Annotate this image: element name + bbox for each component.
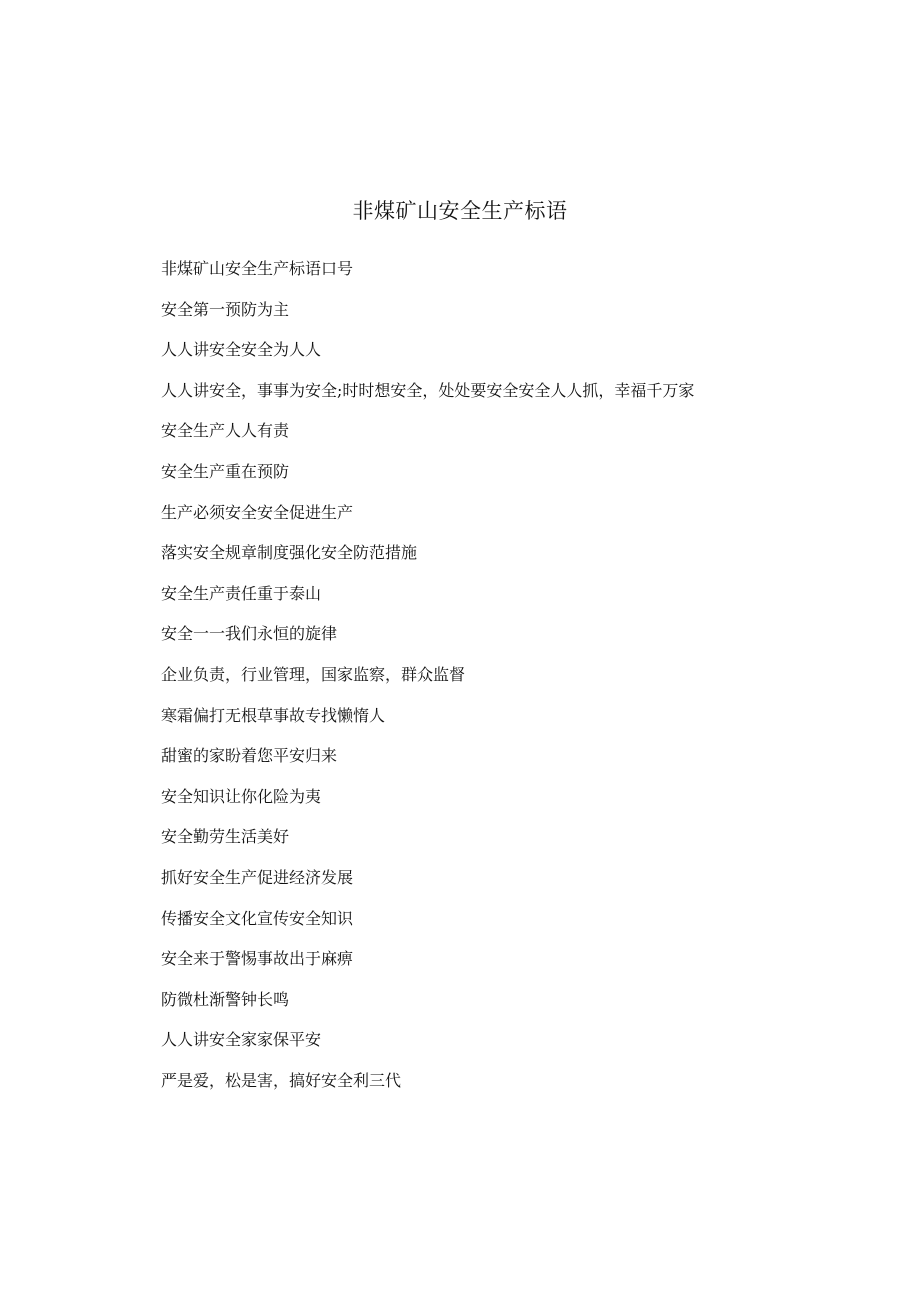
slogan-line: 人人讲安全家家保平安: [161, 1030, 322, 1050]
slogan-line: 人人讲安全安全为人人: [161, 340, 322, 360]
page-title: 非煤矿山安全生产标语: [352, 199, 568, 223]
slogan-line: 落实安全规章制度强化安全防范措施: [161, 543, 418, 563]
slogan-line: 生产必须安全安全促进生产: [161, 502, 354, 522]
slogan-line: 传播安全文化宣传安全知识: [161, 908, 354, 928]
slogan-line: 抓好安全生产促进经济发展: [161, 867, 354, 887]
slogan-line: 防微杜渐警钟长鸣: [161, 989, 290, 1009]
slogan-line: 安全第一预防为主: [161, 299, 290, 319]
slogan-line: 非煤矿山安全生产标语口号: [161, 259, 354, 278]
slogan-line: 寒霜偏打无根草事故专找懒惰人: [161, 705, 386, 725]
slogan-line: 安全生产责任重于泰山: [161, 583, 322, 603]
slogan-line: 安全生产人人有责: [161, 421, 290, 441]
slogan-line: 严是爱，松是害，搞好安全利三代: [161, 1070, 402, 1090]
slogan-list: [161, 258, 861, 1110]
slogan-line: 安全勤劳生活美好: [161, 827, 290, 847]
slogan-line: 安全来于警惕事故出于麻痹: [161, 949, 354, 969]
slogan-line: 安全知识让你化险为夷: [161, 786, 322, 806]
slogan-line: 企业负责，行业管理，国家监察，群众监督: [161, 664, 466, 684]
slogan-line: 甜蜜的家盼着您平安归来: [161, 746, 338, 766]
slogan-line: 安全一一我们永恒的旋律: [161, 624, 338, 644]
slogan-line: 安全生产重在预防: [161, 461, 290, 481]
slogan-line: 人人讲安全，事事为安全;时时想安全，处处要安全安全人人抓，幸福千万家: [161, 380, 695, 400]
